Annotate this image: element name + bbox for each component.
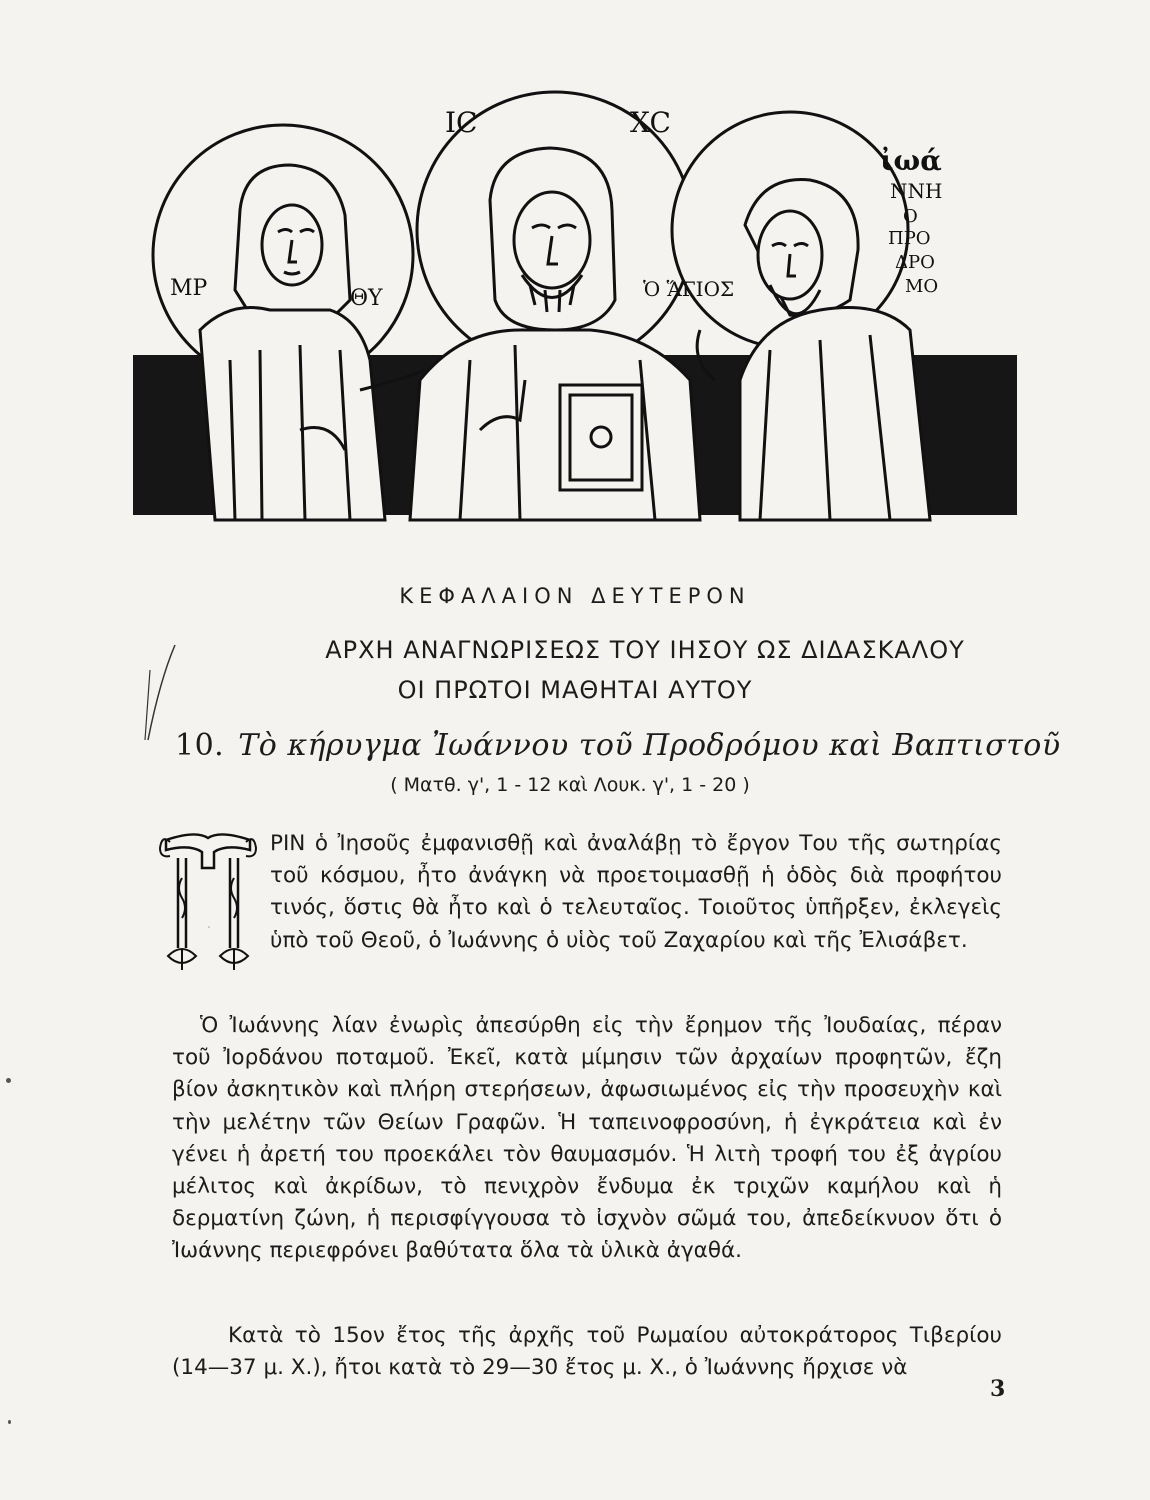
section-title-text: Τὸ κήρυγμα Ἰωάννου τοῦ Προδρόμου καὶ Βαπτιστοῦ bbox=[238, 728, 1061, 763]
chapter-label: ΚΕΦΑΛΑΙΟΝ ΔΕΥΤΕΡΟΝ bbox=[399, 584, 751, 608]
scan-speck bbox=[6, 1078, 11, 1083]
label-ioa: ἰωά bbox=[880, 144, 942, 177]
deesis-illustration bbox=[0, 0, 1150, 580]
label-mo: ΜΟ bbox=[905, 276, 939, 297]
section-reference: ( Ματθ. γ', 1 - 12 καὶ Λουκ. γ', 1 - 20 ) bbox=[390, 774, 750, 796]
scan-speck bbox=[8, 1420, 11, 1424]
paragraph-3: Κατὰ τὸ 15ον ἔτος τῆς ἀρχῆς τοῦ Ρωμαίου αὐτοκράτορος Τιβερίου (14—37 μ. Χ.), ἤτοι κατὰ τὸ 29—30 ἔτος μ. Χ., ὁ Ἰωάννης ἤρχισε νὰ bbox=[172, 1323, 1002, 1381]
heading-line-2: ΟΙ ΠΡΩΤΟΙ ΜΑΘΗΤΑΙ ΑΥΤΟΥ bbox=[397, 676, 753, 704]
section-number: 10. bbox=[175, 728, 225, 763]
margin-pencil-mark bbox=[120, 640, 180, 750]
monogram-mr: ΜΡ bbox=[170, 276, 208, 301]
section-title bbox=[175, 728, 1061, 763]
monogram-xc: XC bbox=[630, 106, 671, 139]
dropcap-ornament bbox=[156, 828, 260, 978]
label-nni: ΝΝΗ bbox=[890, 179, 943, 203]
label-o: Ο bbox=[903, 206, 918, 227]
paragraph-1: ΡΙΝ ὁ Ἰησοῦς ἐμφανισθῇ καὶ ἀναλάβῃ τὸ ἔργον Του τῆς σωτηρίας τοῦ κόσμου, ἦτο ἀνάγκη νὰ προετοιμασθῇ ἡ ὁδὸς διὰ προφήτου τινός, ὅστις θὰ ἦτο καὶ ὁ τελευταῖος. Τοιοῦτος ὑπῆρξεν, ἐκλεγεὶς ὑπὸ τοῦ Θεοῦ, ὁ Ἰωάννης ὁ υἱὸς τοῦ Ζαχαρίου καὶ τῆς Ἐλισάβετ. bbox=[270, 831, 1002, 953]
dropcap-letter: Π bbox=[208, 927, 210, 929]
monogram-ic: ΙC bbox=[445, 106, 478, 139]
heading-line-1: ΑΡΧΗ ΑΝΑΓΝΩΡΙΣΕΩΣ ΤΟΥ ΙΗΣΟΥ ΩΣ ΔΙΔΑΣΚΑΛΟΥ bbox=[325, 636, 965, 664]
label-o-agios: Ὁ ἍΓΙΟΣ bbox=[643, 277, 735, 301]
deesis-drawing bbox=[0, 0, 1150, 580]
label-dro: ΔΡΟ bbox=[895, 252, 935, 273]
paragraph-2: Ὁ Ἰωάννης λίαν ἐνωρὶς ἀπεσύρθη εἰς τὴν ἔρημον τῆς Ἰουδαίας, πέραν τοῦ Ἰορδάνου ποταμοῦ. Ἐκεῖ, κατὰ μίμησιν τῶν ἀρχαίων προφητῶν, ἔζη βίον ἀσκητικὸν καὶ πλήρη στερήσεων, ἀφωσιωμένος εἰς τὴν προσευχὴν καὶ τὴν μελέτην τῶν Θείων Γραφῶν. Ἡ ταπεινοφροσύνη, ἡ ἐγκράτεια καὶ ἐν γένει ἡ ἀρετή του προεκάλει τὸν θαυμασμόν. Ἡ λιτὴ τροφή του ἐξ ἀγρίου μέλιτος καὶ ἀκρίδων, τὸ πενιχρὸν ἔνδυμα ἐκ τριχῶν καμήλου καὶ ἡ δερματίνη ζώνη, ἡ περισφίγγουσα τὸ ἰσχνὸν σῶμά του, ἀπεδείκνυον ὅτι ὁ Ἰωάννης περιεφρόνει βαθύτατα ὅλα τὰ ὑλικὰ ἀγαθά. bbox=[172, 1013, 1002, 1264]
page-number: 3 bbox=[990, 1376, 1006, 1402]
label-pro: ΠΡΟ bbox=[888, 228, 931, 249]
monogram-thu: ΘΥ bbox=[350, 286, 383, 311]
